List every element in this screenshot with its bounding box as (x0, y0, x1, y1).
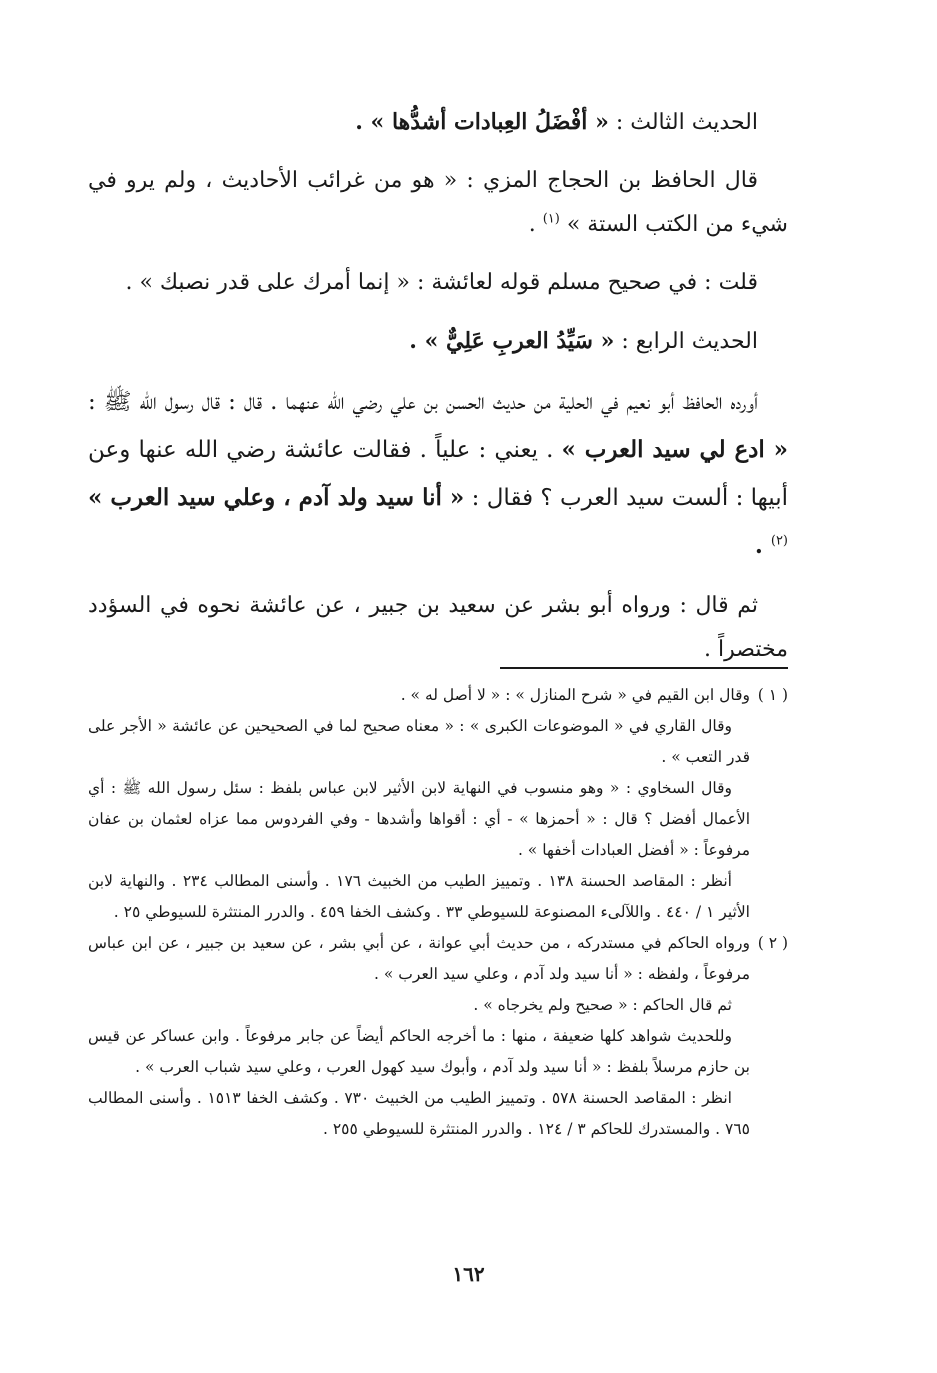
footnote-1-line: وقال ابن القيم في « شرح المنازل » : « لا أصل له » . (400, 686, 750, 704)
footnote-1-number: ( ١ ) (757, 686, 788, 704)
footnote-2-line: ثم قال الحاكم : « صحيح ولم يخرجاه » . (473, 996, 732, 1014)
footnote-1-line: وقال القاري في « الموضوعات الكبرى » : « معناه صحيح لما في الصحيحين عن عائشة « الأجر على قدر التعب » . (88, 717, 750, 766)
abu-bishr-paragraph (88, 584, 788, 672)
page-number: ١٦٢ (452, 1262, 485, 1286)
footnote-ref-2: (٢) (770, 533, 788, 549)
footnote-1 (88, 680, 788, 928)
footnotes (88, 680, 788, 1145)
footnote-2-line: انظر : المقاصد الحسنة ٥٧٨ . وتمييز الطيب من الخبيث ٧٣٠ . وكشف الخفا ١٥١٣ . وأسنى المطالب ٧٦٥ . والمستدرك للحاكم ٣ / ١٢٤ . والدرر المنتثرة للسيوطي ٢٥٥ . (88, 1089, 750, 1138)
mizzi-quote-end: . (528, 212, 543, 237)
abu-nuaim-end: . (754, 532, 771, 559)
mizzi-quote-paragraph (88, 159, 788, 247)
footnote-ref-1: (١) (542, 211, 560, 227)
footnote-1-line: وقال السخاوي : « وهو منسوب في النهاية لابن الأثير لابن عباس بلفظ : سئل رسول الله ﷺ : أي الأعمال أفضل ؟ قال : « أحمزها » - أي : أقواها وأشدها - وفي الفردوس مما عزاه لعثمان بن عفان مرفوعاً : « أفضل العبادات أخفها » . (88, 779, 750, 859)
abu-nuaim-text-a: أورده الحافظ أبو نعيم في الحلية من حديث الحسن بن علي رضي الله عنهما . قال : قال رسول الله ﷺ : (88, 389, 758, 415)
footnote-2-line: وللحديث شواهد كلها ضعيفة ، منها : ما أخرجه الحاكم أيضاً عن جابر مرفوعاً . وابن عساكر عن قيس بن حازم مرسلاً بلفظ : « أنا سيد ولد آدم ، وأبوك سيد كهول العرب ، وعلي سيد شباب العرب » . (88, 1027, 750, 1076)
muslim-note-text: قلت : في صحيح مسلم قوله لعائشة : « إنما أمرك على قدر نصبك » . (125, 270, 758, 295)
hadith-four-label: الحديث الرابع : (614, 329, 758, 354)
abu-bishr-text: ثم قال : ورواه أبو بشر عن سعيد بن جبير ، عن عائشة نحوه في السؤدد مختصراً . (88, 593, 788, 662)
footnote-1-line: أنظر : المقاصد الحسنة ١٣٨ . وتمييز الطيب من الخبيث ١٧٦ . وأسنى المطالب ٢٣٤ . والنهاية لابن الأثير ١ / ٤٤٠ . واللآلىء المصنوعة للسيوطي ٣٣ . وكشف الخفا ٤٥٩ . والدرر المنتثرة للسيوطي ٢٥ . (88, 872, 750, 921)
muslim-note-paragraph (88, 261, 788, 305)
hadith-four-paragraph (88, 319, 788, 364)
mizzi-quote-text: قال الحافظ بن الحجاج المزي : « هو من غرائب الأحاديث ، ولم يرو في شيء من الكتب الستة » (88, 168, 788, 237)
abu-nuaim-quote-1: « ادع لي سيد العرب » (561, 436, 788, 463)
abu-nuaim-paragraph (88, 378, 788, 570)
footnote-2-number: ( ٢ ) (757, 934, 788, 952)
footnote-2-line: ورواه الحاكم في مستدركه ، من حديث أبي عوانة ، عن أبي بشر ، عن سعيد بن جبير ، عن ابن عباس مرفوعاً ، ولفظه : « أنا سيد ولد آدم ، وعلي سيد العرب » . (88, 934, 750, 983)
abu-nuaim-text-c: . يعني : علياً . فقالت عائشة رضي الله عنها وعن أبيها : ألست سيد العرب ؟ فقال : (88, 437, 788, 511)
hadith-four-text: « سَيِّدُ العربِ عَلِيٌّ » . (409, 328, 615, 354)
abu-nuaim-quote-2: « أنا سيد ولد آدم ، وعلي سيد العرب » (88, 484, 465, 511)
hadith-three-text: « أفْضَلُ العِبادات أشدُّها » . (355, 109, 609, 135)
footnote-separator (500, 667, 788, 669)
hadith-three-label: الحديث الثالث : (608, 110, 758, 135)
footnote-2 (88, 928, 788, 1145)
hadith-three-paragraph (88, 100, 788, 145)
main-text (88, 100, 788, 686)
